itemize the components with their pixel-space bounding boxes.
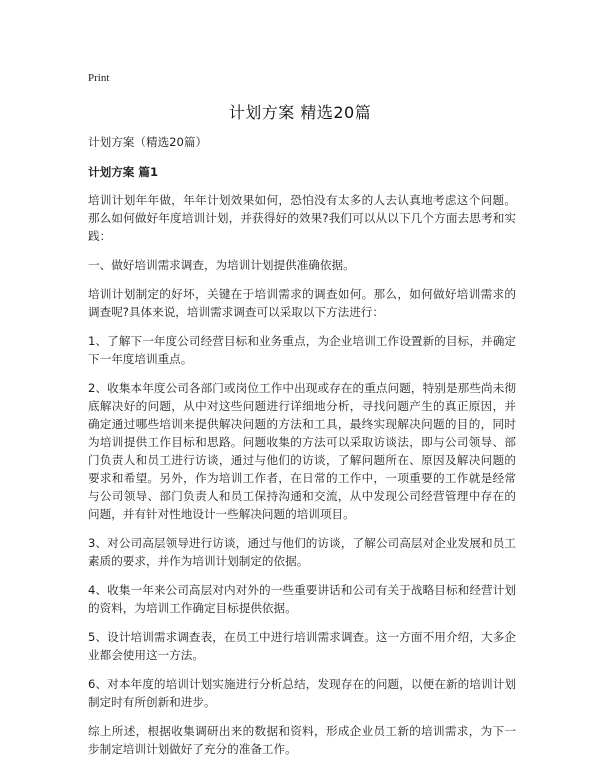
paragraph: 培训计划制定的好坏，关键在于培训需求的调查如何。那么，如何做好培训需求的调查呢?具体来说，培训需求调查可以采取以下方法进行： [88,287,516,319]
print-label: Print [88,72,110,84]
section-heading: 计划方案 篇1 [88,165,159,179]
paragraph: 一、做好培训需求调查，为培训计划提供准确依据。 [88,258,355,272]
paragraph: 1、了解下一年度公司经营目标和业务重点，为企业培训工作设置新的目标，并确定下一年度培训重点。 [88,334,516,366]
document-body [88,133,516,769]
paragraph: 综上所述，根据收集调研出来的数据和资料，形成企业员工新的培训需求，为下一步制定培训计划做好了充分的准备工作。 [88,724,516,756]
document-subtitle: 计划方案（精选20篇） [88,135,208,149]
paragraph: 2、收集本年度公司各部门或岗位工作中出现或存在的重点问题，特别是那些尚未彻底解决好的问题，从中对这些问题进行详细地分析，寻找问题产生的真正原因，并确定通过哪些培训来提供解决问题的方法和工具，最终实现解决问题的目的，同时为培训提供工作目标和思路。问题收集的方法可以采取访谈法，即与公司领导、部门负责人和员工进行访谈，通过与他们的访谈，了解问题所在、原因及解决问题的要求和希望。另外，作为培训工作者，在日常的工作中，一项重要的工作就是经常与公司领导、部门负责人和员工保持沟通和交流，从中发现公司经营管理中存在的问题，并有针对性地设计一些解决问题的培训项目。 [88,381,516,521]
paragraph: 6、对本年度的培训计划实施进行分析总结，发现存在的问题，以便在新的培训计划制定时有所创新和进步。 [88,677,516,709]
page-title: 计划方案 精选20篇 [228,103,372,122]
paragraph: 3、对公司高层领导进行访谈，通过与他们的访谈，了解公司高层对企业发展和员工素质的要求，并作为培训计划制定的依据。 [88,536,516,568]
paragraph: 5、设计培训需求调查表，在员工中进行培训需求调查。这一方面不用介绍，大多企业都会使用这一方法。 [88,630,516,662]
paragraph: 培训计划年年做，年年计划效果如何，恐怕没有太多的人去认真地考虑这个问题。那么如何做好年度培训计划，并获得好的效果?我们可以从以下几个方面去思考和实践： [88,193,516,243]
paragraph: 4、收集一年来公司高层对内对外的一些重要讲话和公司有关于战略目标和经营计划的资料，为培训工作确定目标提供依据。 [88,583,516,615]
